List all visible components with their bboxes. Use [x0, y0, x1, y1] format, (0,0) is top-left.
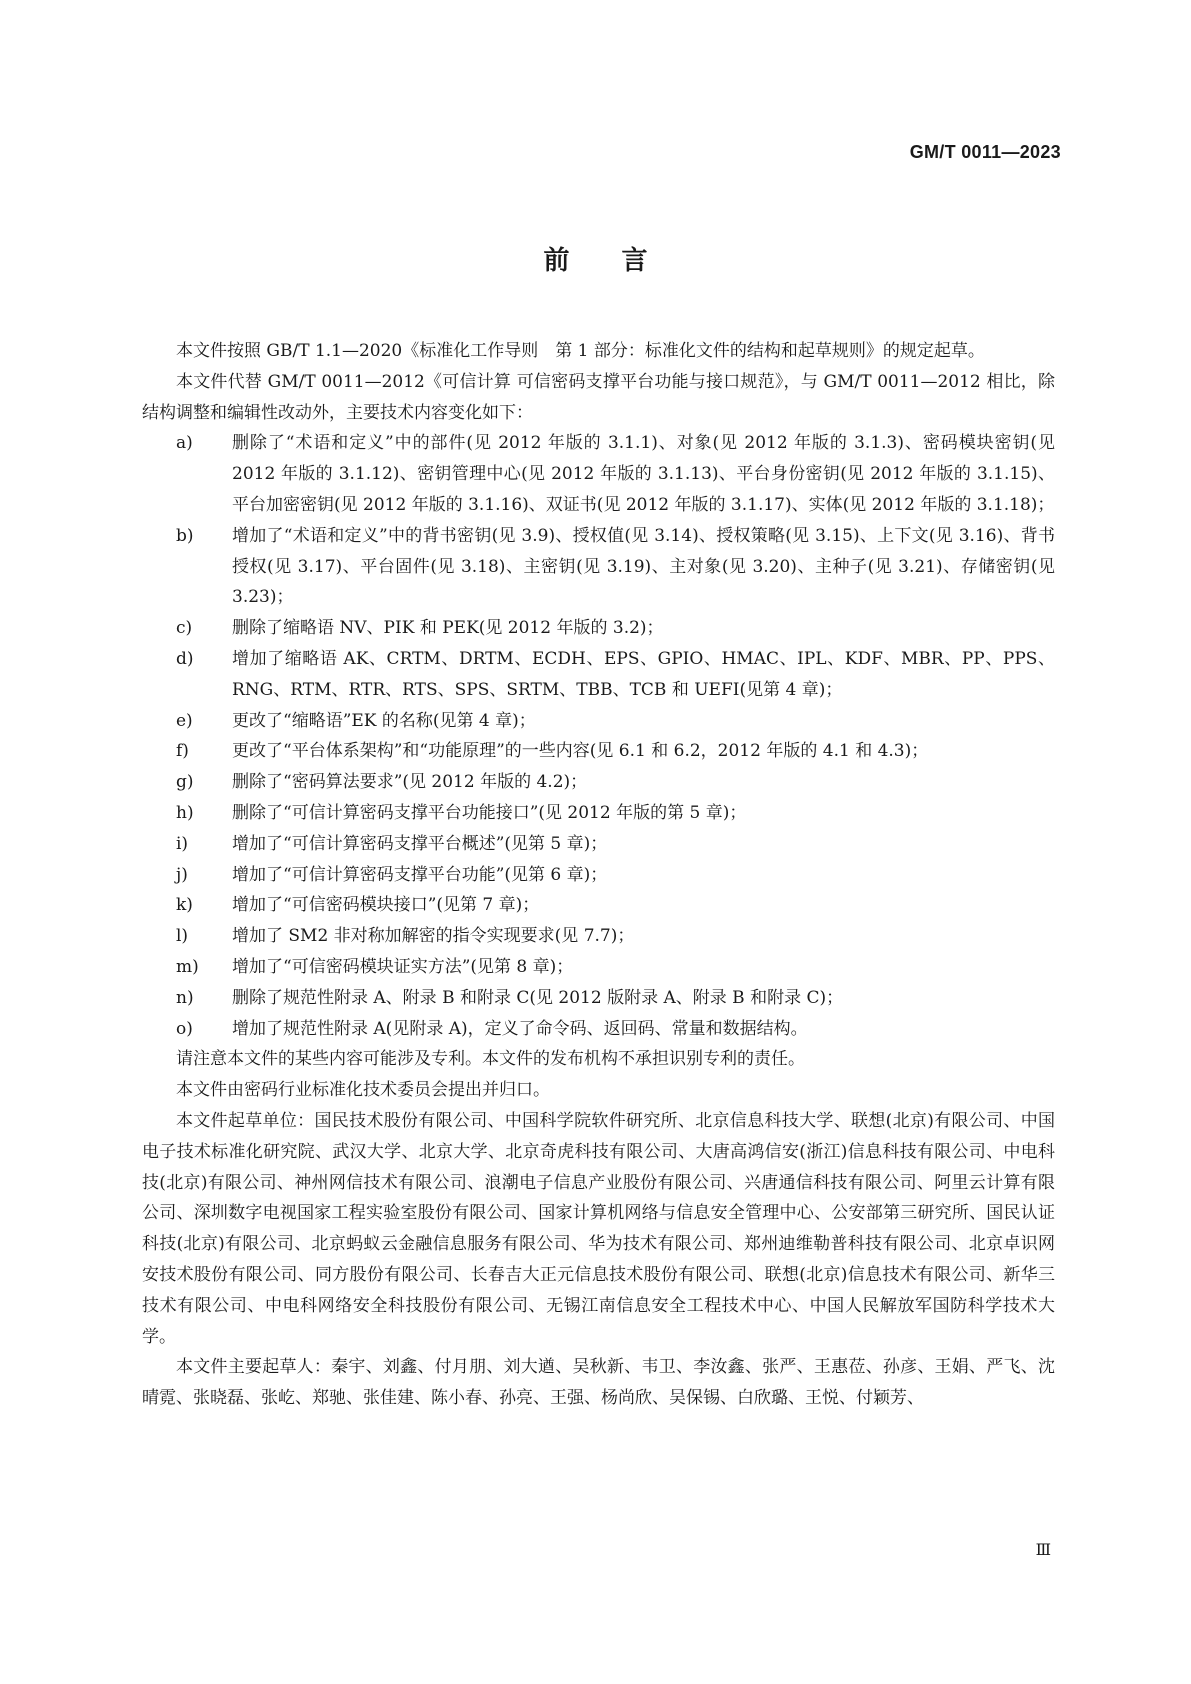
paragraph-drafters: 本文件主要起草人：秦宇、刘鑫、付月朋、刘大遒、吴秋新、韦卫、李汝鑫、张严、王惠莅、孙彦、王娟、严飞、沈晴霓、张晓磊、张屹、郑驰、张佳建、陈小春、孙亮、王强、杨尚欣、吴保锡、白欣璐、王悦、付颖芳、 — [142, 1357, 1055, 1409]
page-title: 前言 — [543, 246, 700, 276]
item-mark: d) — [176, 648, 194, 669]
item-text: 增加了 SM2 非对称加解密的指令实现要求(见 7.7)； — [232, 926, 635, 947]
item-mark: o) — [176, 1018, 193, 1039]
item-text: 删除了“可信计算密码支撑平台功能接口”(见 2012 年版的第 5 章)； — [232, 802, 747, 823]
item-mark: b) — [176, 525, 194, 546]
item-text: 增加了缩略语 AK、CRTM、DRTM、ECDH、EPS、GPIO、HMAC、IPL、KDF、MBR、PP、PPS、RNG、RTM、RTR、RTS、SPS、SRTM、TBB、TCB 和 UEFI(见第 4 章)； — [232, 648, 1055, 700]
item-mark: k) — [176, 895, 193, 916]
change-item-i — [142, 829, 1055, 860]
item-text: 增加了“可信计算密码支撑平台功能”(见第 6 章)； — [232, 864, 608, 885]
item-text: 删除了“术语和定义”中的部件(见 2012 年版的 3.1.1)、对象(见 2012 年版的 3.1.3)、密码模块密钥(见 2012 年版的 3.1.12)、密钥管理中心(见 2012 年版的 3.1.13)、平台身份密钥(见 2012 年版的 3.1.15)、平台加密密钥(见 2012 年版的 3.1.16)、双证书(见 2012 年版的 3.1.17)、实体(见 2012 年版的 3.1.18)； — [232, 433, 1055, 515]
item-text: 删除了“密码算法要求”(见 2012 年版的 4.2)； — [232, 772, 588, 793]
change-item-m — [142, 952, 1055, 983]
page-number: Ⅲ — [1035, 1540, 1051, 1559]
change-item-e — [142, 706, 1055, 737]
item-text: 增加了“术语和定义”中的背书密钥(见 3.9)、授权值(见 3.14)、授权策略(见 3.15)、上下文(见 3.16)、背书授权(见 3.17)、平台固件(见 3.18)、主密钥(见 3.19)、主对象(见 3.20)、主种子(见 3.21)、存储密钥(见 3.23)； — [232, 525, 1055, 608]
change-item-l — [142, 921, 1055, 952]
item-text: 更改了“缩略语”EK 的名称(见第 4 章)； — [232, 710, 536, 731]
item-text: 增加了规范性附录 A(见附录 A)，定义了命令码、返回码、常量和数据结构。 — [232, 1018, 808, 1039]
changes-list — [142, 428, 1055, 1044]
item-text: 删除了缩略语 NV、PIK 和 PEK(见 2012 年版的 3.2)； — [232, 618, 664, 639]
paragraph-proposer: 本文件由密码行业标准化技术委员会提出并归口。 — [176, 1080, 550, 1101]
item-mark: g) — [176, 772, 194, 793]
paragraph-patent-notice: 请注意本文件的某些内容可能涉及专利。本文件的发布机构不承担识别专利的责任。 — [176, 1049, 805, 1070]
item-text: 增加了“可信计算密码支撑平台概述”(见第 5 章)； — [232, 833, 608, 854]
change-item-g — [142, 767, 1055, 798]
change-item-d — [142, 644, 1055, 706]
item-mark: e) — [176, 710, 193, 731]
item-mark: f) — [176, 741, 189, 762]
item-mark: h) — [176, 802, 194, 823]
item-mark: n) — [176, 987, 194, 1008]
change-item-j — [142, 860, 1055, 891]
change-item-c — [142, 613, 1055, 644]
change-item-o — [142, 1014, 1055, 1045]
standard-code: GM/T 0011—2023 — [909, 142, 1061, 162]
foreword-content — [142, 336, 1055, 1414]
item-mark: i) — [176, 833, 189, 854]
item-mark: c) — [176, 618, 193, 639]
item-mark: a) — [176, 433, 193, 454]
item-mark: j) — [176, 864, 188, 885]
item-mark: l) — [176, 926, 189, 947]
item-text: 增加了“可信密码模块证实方法”(见第 8 章)； — [232, 956, 574, 977]
item-mark: m) — [176, 956, 199, 977]
paragraph-drafting-units: 本文件起草单位：国民技术股份有限公司、中国科学院软件研究所、北京信息科技大学、联想(北京)有限公司、中国电子技术标准化研究院、武汉大学、北京大学、北京奇虎科技有限公司、大唐高鸿信安(浙江)信息科技有限公司、中电科技(北京)有限公司、神州网信技术有限公司、浪潮电子信息产业股份有限公司、兴唐通信科技有限公司、阿里云计算有限公司、深圳数字电视国家工程实验室股份有限公司、国家计算机网络与信息安全管理中心、公安部第三研究所、国民认证科技(北京)有限公司、北京蚂蚁云金融信息服务有限公司、华为技术有限公司、郑州迪维勒普科技有限公司、北京卓识网安技术股份有限公司、同方股份有限公司、长春吉大正元信息技术股份有限公司、联想(北京)信息技术有限公司、新华三技术有限公司、中电科网络安全科技股份有限公司、无锡江南信息安全工程技术中心、中国人民解放军国防科学技术大学。 — [142, 1110, 1055, 1347]
item-text: 删除了规范性附录 A、附录 B 和附录 C(见 2012 版附录 A、附录 B 和附录 C)； — [232, 987, 844, 1008]
item-text: 更改了“平台体系架构”和“功能原理”的一些内容(见 6.1 和 6.2，2012 年版的 4.1 和 4.3)； — [232, 741, 929, 762]
change-item-h — [142, 798, 1055, 829]
change-item-k — [142, 890, 1055, 921]
item-text: 增加了“可信密码模块接口”(见第 7 章)； — [232, 895, 540, 916]
paragraph-basis: 本文件按照 GB/T 1.1—2020《标准化工作导则 第 1 部分：标准化文件的结构和起草规则》的规定起草。 — [176, 341, 985, 361]
paragraph-replaces: 本文件代替 GM/T 0011—2012《可信计算 可信密码支撑平台功能与接口规范》，与 GM/T 0011—2012 相比，除结构调整和编辑性改动外，主要技术内容变化如下： — [142, 371, 1055, 423]
change-item-f — [142, 736, 1055, 767]
change-item-a — [142, 428, 1055, 520]
change-item-n — [142, 983, 1055, 1014]
change-item-b — [142, 521, 1055, 613]
